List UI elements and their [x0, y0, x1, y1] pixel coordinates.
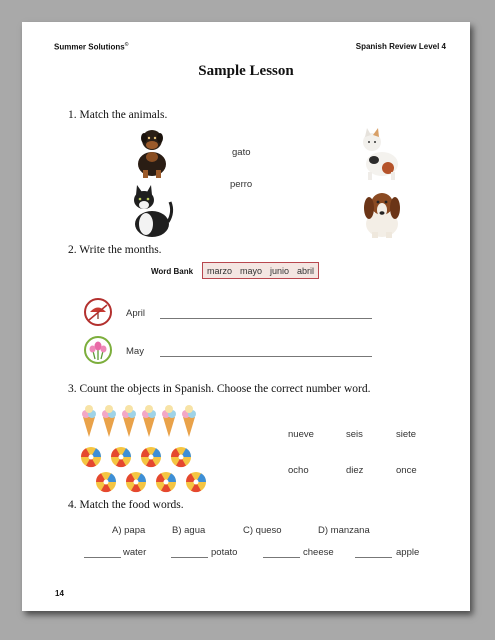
- beach-balls-group: [80, 447, 210, 493]
- number-word: once: [396, 465, 417, 476]
- month-may: May: [126, 346, 144, 357]
- tulip-flower-icon: [84, 336, 112, 364]
- question-4-prompt: 4. Match the food words.: [68, 499, 184, 511]
- food-word-water: water: [123, 547, 147, 558]
- word-bank-item: abril: [297, 265, 315, 276]
- number-word: diez: [346, 465, 364, 476]
- answer-line-may[interactable]: [160, 356, 372, 357]
- header-right: Spanish Review Level 4: [355, 42, 446, 51]
- word-bank-label: Word Bank: [151, 267, 194, 276]
- beach-ball-icon: [141, 447, 161, 467]
- beach-ball-icon: [156, 472, 176, 492]
- rottweiler-dog-image: [130, 124, 174, 178]
- food-option: C) queso: [243, 525, 282, 536]
- word-gato: gato: [232, 147, 251, 158]
- question-1-prompt: 1. Match the animals.: [68, 109, 168, 121]
- food-option: B) agua: [172, 525, 206, 536]
- ice-cream-cone-icon: [142, 405, 156, 437]
- food-word-potato: potato: [211, 547, 238, 558]
- calico-cat-image: [358, 124, 404, 180]
- beach-ball-icon: [81, 447, 101, 467]
- page-number: 14: [55, 589, 64, 598]
- number-word: ocho: [288, 465, 309, 476]
- word-bank-item: junio: [270, 265, 290, 276]
- word-bank-item: marzo: [207, 265, 233, 276]
- food-word-cheese: cheese: [303, 547, 334, 558]
- header-left: Summer Solutions©: [54, 42, 129, 52]
- beach-ball-icon: [96, 472, 116, 492]
- answer-blank-potato[interactable]: [171, 557, 208, 558]
- tuxedo-cat-image: [128, 182, 176, 240]
- answer-blank-apple[interactable]: [355, 557, 392, 558]
- beach-ball-icon: [186, 472, 206, 492]
- word-perro: perro: [230, 179, 253, 190]
- page-title: Sample Lesson: [198, 63, 294, 79]
- ice-cream-cone-icon: [82, 405, 96, 437]
- month-april: April: [126, 308, 146, 319]
- basset-hound-image: [358, 182, 406, 238]
- beach-ball-icon: [126, 472, 146, 492]
- number-word: seis: [346, 429, 363, 440]
- ice-cream-cones-group: [79, 405, 201, 439]
- number-word: nueve: [288, 429, 314, 440]
- ice-cream-cone-icon: [122, 405, 136, 437]
- ice-cream-cone-icon: [102, 405, 116, 437]
- ice-cream-cone-icon: [182, 405, 196, 437]
- food-option: D) manzana: [318, 525, 370, 536]
- food-option: A) papa: [112, 525, 146, 536]
- ice-cream-cone-icon: [162, 405, 176, 437]
- food-word-apple: apple: [396, 547, 420, 558]
- answer-blank-water[interactable]: [84, 557, 121, 558]
- worksheet-page: [22, 22, 470, 611]
- word-bank-item: mayo: [240, 265, 263, 276]
- beach-ball-icon: [111, 447, 131, 467]
- word-bank: [202, 262, 319, 279]
- answer-blank-cheese[interactable]: [263, 557, 300, 558]
- question-3-prompt: 3. Count the objects in Spanish. Choose the correct number word.: [68, 383, 371, 395]
- umbrella-icon: [84, 298, 112, 326]
- number-word: siete: [396, 429, 417, 440]
- answer-line-april[interactable]: [160, 318, 372, 319]
- beach-ball-icon: [171, 447, 191, 467]
- question-2-prompt: 2. Write the months.: [68, 244, 162, 256]
